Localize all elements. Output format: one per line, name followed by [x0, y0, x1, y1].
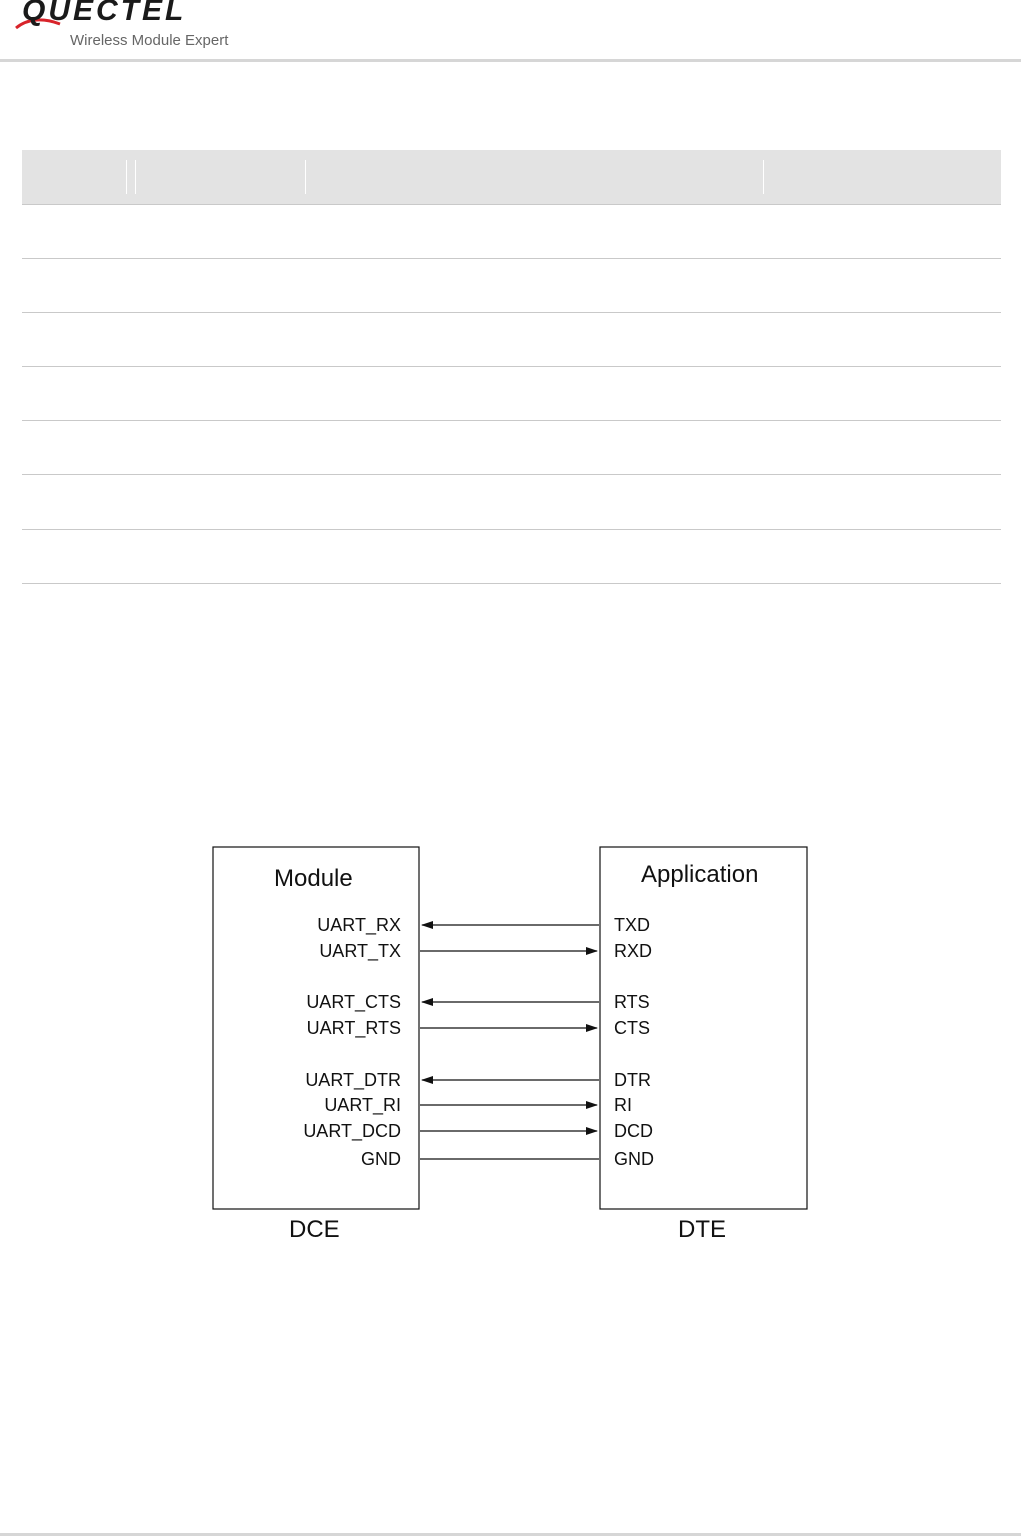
dte-caption: DTE: [678, 1216, 726, 1243]
dce-box-title: Module: [274, 865, 353, 892]
footer-divider: [0, 1533, 1021, 1536]
application-pin-label: RTS: [614, 992, 650, 1012]
module-pin-label: UART_TX: [319, 941, 401, 961]
module-pin-label: UART_RTS: [306, 1018, 401, 1038]
application-pin-label: DTR: [614, 1070, 651, 1090]
module-pin-label: UART_DCD: [303, 1121, 401, 1141]
application-pin-label: RXD: [614, 941, 653, 961]
module-pin-label: UART_RI: [324, 1095, 401, 1115]
logo-wordmark: QUECTEL: [22, 0, 187, 27]
signal-rows: [303, 915, 654, 1169]
application-pin-label: GND: [614, 1149, 654, 1169]
dte-box-title: Application: [641, 861, 759, 888]
dce-caption: DCE: [289, 1216, 340, 1243]
module-pin-label: UART_RX: [317, 915, 401, 935]
application-pin-label: CTS: [614, 1018, 650, 1038]
module-pin-label: UART_DTR: [305, 1070, 401, 1090]
module-pin-label: GND: [361, 1149, 401, 1169]
application-pin-label: RI: [614, 1095, 632, 1115]
module-pin-label: UART_CTS: [306, 992, 401, 1012]
application-pin-label: DCD: [614, 1121, 653, 1141]
application-pin-label: TXD: [614, 915, 650, 935]
logo-tagline: Wireless Module Expert: [70, 32, 229, 49]
